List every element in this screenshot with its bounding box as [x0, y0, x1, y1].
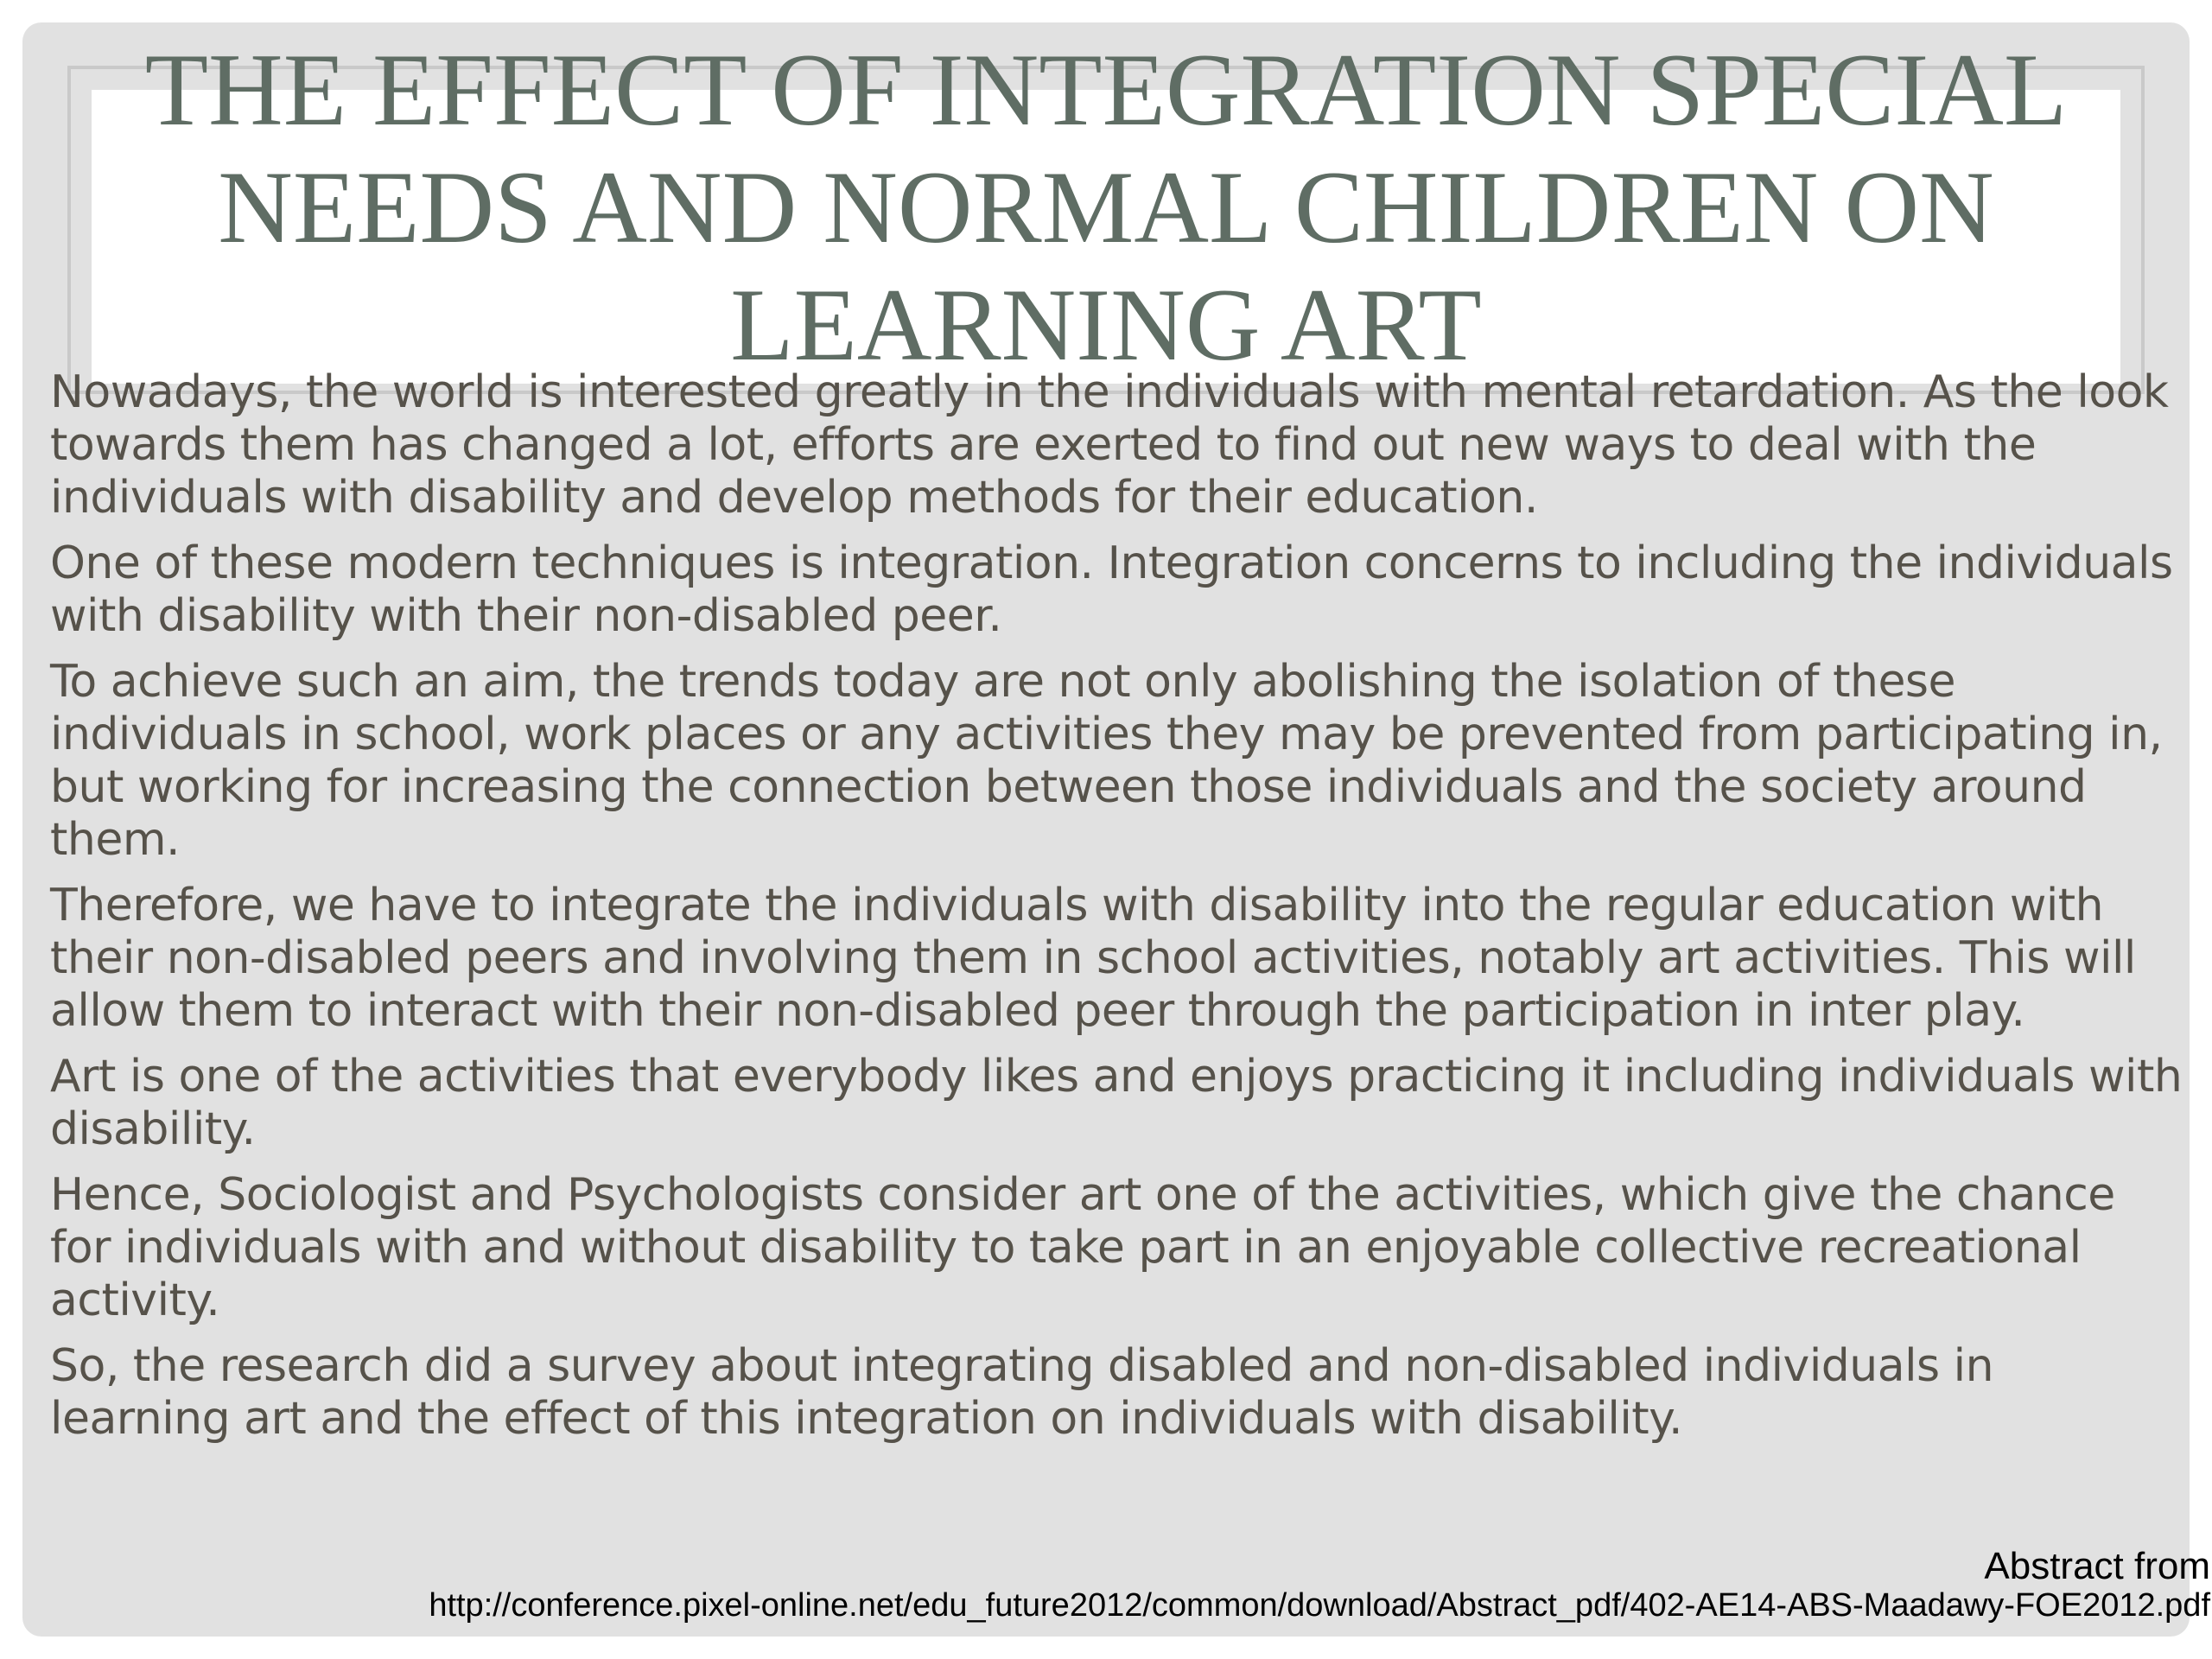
source-url-link[interactable]: http://conference.pixel-online.net/edu_future2012/common/download/Abstract_pdf/402-AE14-ABS-Maadawy-FOE2012.pdf — [429, 1587, 2210, 1624]
paragraph-6: Hence, Sociologist and Psychologists consider art one of the activities, which give the chance for individuals with and without disability to take part in an enjoyable collective recreational activity. — [50, 1169, 2115, 1326]
paragraph-1: Nowadays, the world is interested greatly in the individuals with mental retardation. As the look towards them has changed a lot, efforts are exerted to find out new ways to deal with the individuals with disability and develop methods for their education. — [50, 366, 2169, 524]
paragraph-7: So, the research did a survey about integrating disabled and non-disabled individuals in learning art and the effect of this integration on individuals with disability. — [50, 1340, 1994, 1445]
slide-title: THE EFFECT OF INTEGRATION SPECIAL NEEDS AND NORMAL CHILDREN ON LEARNING ART — [144, 32, 2068, 382]
paragraph-4: Therefore, we have to integrate the individuals with disability into the regular education with their non-disabled peers and involving them in school activities, notably art activities. This will allow them to interact with their non-disabled peer through the participation in inter play. — [50, 880, 2136, 1037]
paragraph-2: One of these modern techniques is integration. Integration concerns to including the individuals with disability with their non-disabled peer. — [50, 537, 2173, 642]
paragraph-3: To achieve such an aim, the trends today are not only abolishing the isolation of these individuals in school, work places or any activities they may be prevented from participating in, but working for increasing the connection between those individuals and the society around them. — [50, 656, 2163, 866]
paragraph-5: Art is one of the activities that everybody likes and enjoys practicing it including individuals with disability. — [50, 1051, 2183, 1155]
source-label: Abstract from — [1984, 1545, 2210, 1587]
slide-body — [50, 366, 2184, 1459]
slide — [22, 22, 2190, 1637]
